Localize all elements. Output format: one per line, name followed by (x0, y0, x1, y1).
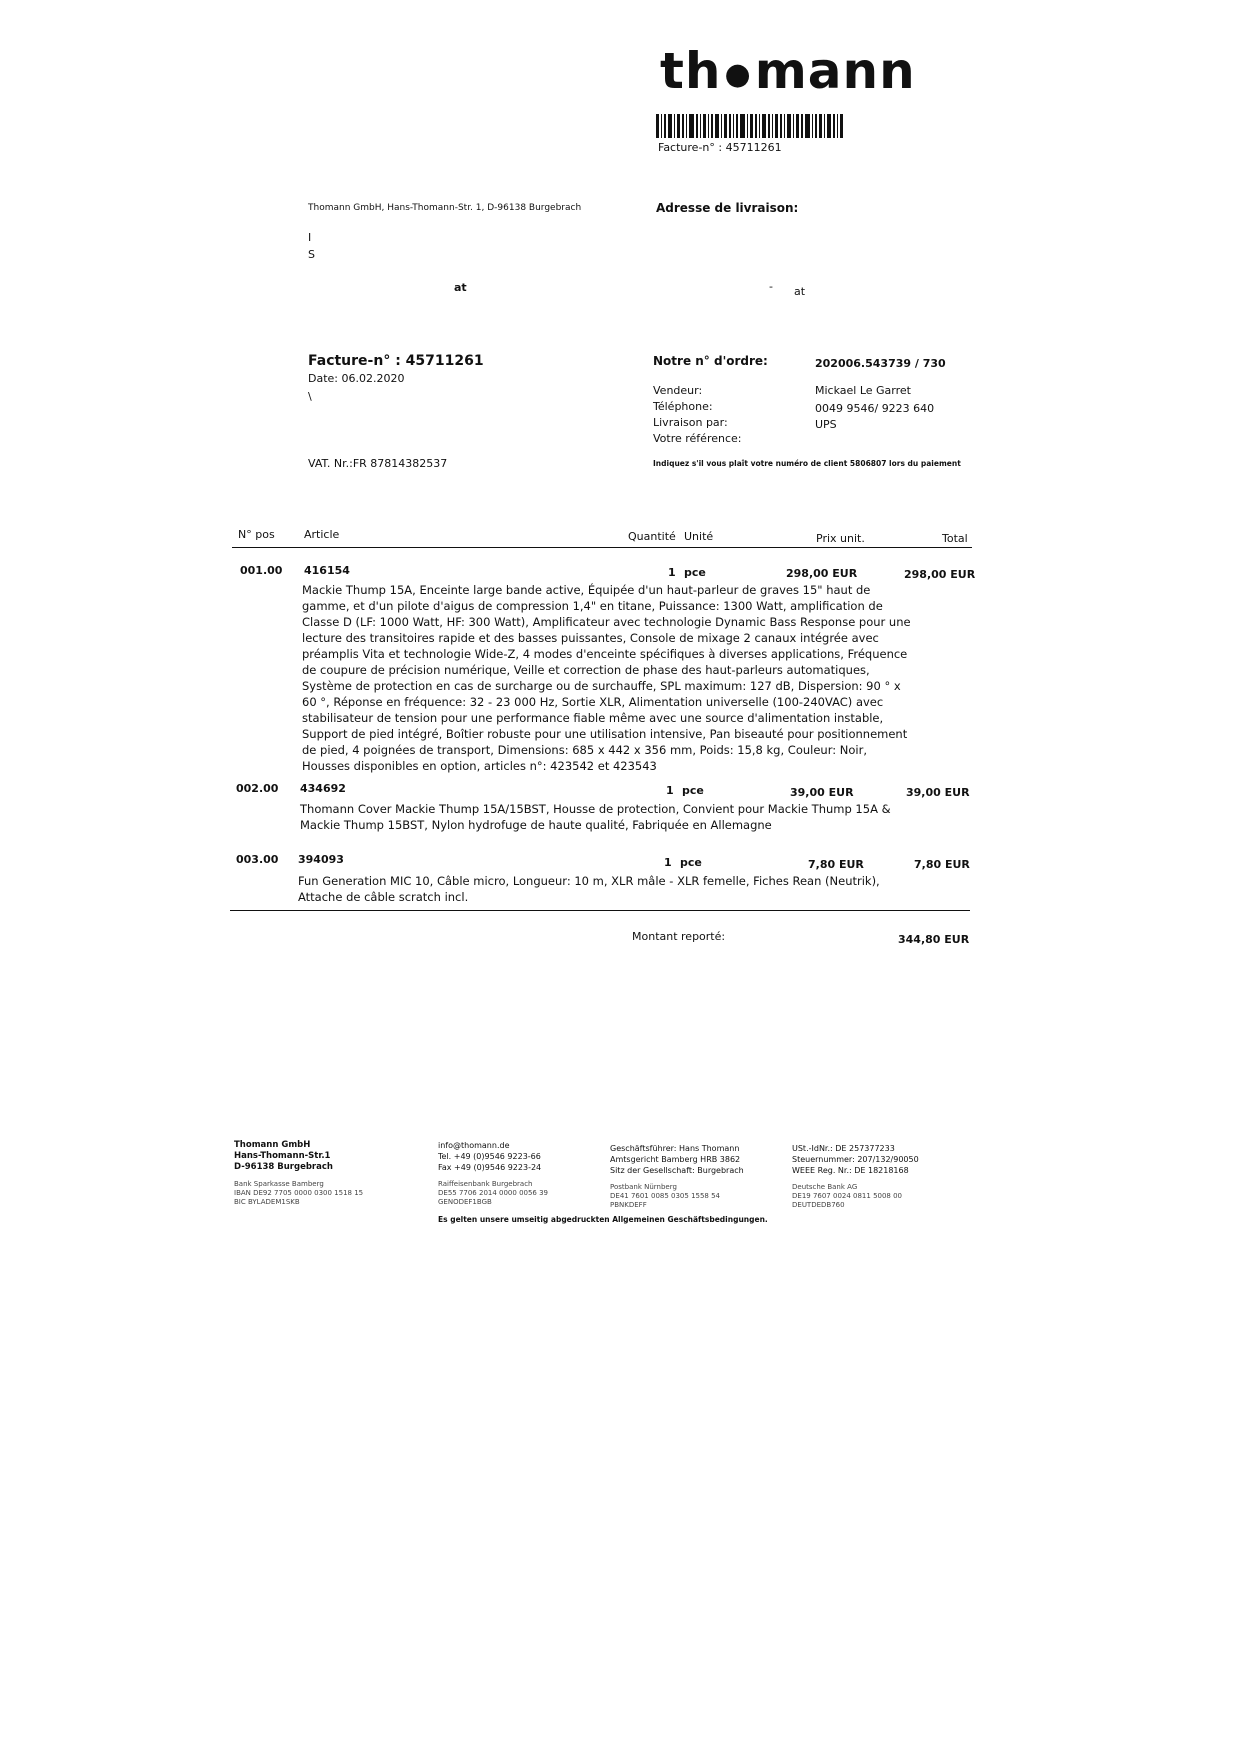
address-line-1: I (308, 231, 312, 244)
footer-bank-4-iban: DE19 7607 0024 0811 5008 00 (792, 1192, 903, 1200)
barcode-caption: Facture-n° : 45711261 (658, 141, 782, 154)
row-2-total: 39,00 EUR (906, 786, 970, 799)
shipping-value: UPS (815, 418, 837, 431)
row-3-qty: 1 (664, 856, 672, 869)
footer-bank-1-iban: IBAN DE92 7705 0000 0300 1518 15 (234, 1189, 364, 1197)
footer-tax (792, 1143, 919, 1176)
col-header-unit: Unité (684, 530, 714, 543)
row-2-pos: 002.00 (236, 782, 279, 795)
footer-bank-1-name: Bank Sparkasse Bamberg (234, 1180, 324, 1188)
order-number-label: Notre n° d'ordre: (653, 354, 768, 368)
footer-bank-4-name: Deutsche Bank AG (792, 1183, 858, 1191)
sender-line: Thomann GmbH, Hans-Thomann-Str. 1, D-96138 Burgebrach (308, 203, 582, 213)
footer-bank-4 (792, 1183, 902, 1210)
footer-vat-id: USt.-IdNr.: DE 257377233 (792, 1144, 895, 1153)
footer-bank-2-bic: GENODEF1BGB (438, 1198, 492, 1206)
footer-register: Amtsgericht Bamberg HRB 3862 (610, 1155, 741, 1164)
invoice-mark: \ (308, 390, 312, 403)
logo-text-left: th (660, 42, 722, 100)
row-3-unit: pce (680, 856, 702, 869)
row-1-description: Mackie Thump 15A, Enceinte large bande active, Équipée d'un haut-parleur de graves 15" haut de gamme, et d'un pilote d'aigus de compression 1,4" en titane, Puissance: 1300 Watt, amplification de Classe D (LF: 1000 Watt, HF: 300 Watt), Amplificateur avec technologie Dynamic Bass Response pour une lecture des transitoires rapide et des basses puissantes, Console de mixage 2 canaux intégrée avec préamplis Vita et technologie Wide-Z, 4 modes d'enceinte spécifiques à diverses applications, Fréquence de coupure de précision numérique, Veille et correction de phase des haut-parleurs automatiques, Système de protection en cas de surcharge ou de surchauffe, SPL maximum: 127 dB, Dispersion: 90 ° x 60 °, Réponse en fréquence: 32 - 23 000 Hz, Sortie XLR, Alimentation universelle (100-240VAC) avec stabilisateur de tension pour une performance fiable même avec une source d'alimentation instable, Support de pied intégré, Boîtier robuste pour une utilisation intensive, Pan biseauté pour positionnement de pied, 4 poignées de transport, Dimensions: 685 x 442 x 356 mm, Poids: 15,8 kg, Couleur: Noir, Housses disponibles en option, articles n°: 423542 et 423543 (302, 583, 911, 773)
footer-bank-2-name: Raiffeisenbank Burgebrach (438, 1180, 533, 1188)
col-header-price: Prix unit. (816, 532, 865, 545)
footer-contact (438, 1140, 541, 1173)
row-1-pos: 001.00 (240, 564, 283, 577)
row-3-price: 7,80 EUR (808, 858, 864, 871)
footer-company-name: Thomann GmbH (234, 1140, 311, 1150)
address-left-at: at (454, 281, 467, 294)
footer-tax-number: Steuernummer: 207/132/90050 (792, 1155, 919, 1164)
footer-bank-3-name: Postbank Nürnberg (610, 1183, 677, 1191)
address-line-2: S (308, 248, 315, 261)
col-header-qty: Quantité (628, 530, 676, 543)
row-1-total: 298,00 EUR (904, 568, 976, 581)
footer-email: info@thomann.de (438, 1141, 510, 1150)
footer-bank-1 (234, 1180, 363, 1207)
row-2-price: 39,00 EUR (790, 786, 854, 799)
footer-phone: Tel. +49 (0)9546 9223-66 (438, 1152, 541, 1161)
footer-bank-2 (438, 1180, 548, 1207)
reference-label: Votre référence: (653, 432, 742, 445)
seller-label: Vendeur: (653, 384, 703, 397)
row-2-qty: 1 (666, 784, 674, 797)
customer-number-notice: Indiquez s'il vous plaît votre numéro de client 5806807 lors du paiement (653, 459, 961, 468)
address-right-dash: - (769, 280, 773, 293)
logo-dot-icon: ● (724, 57, 752, 92)
col-header-pos: N° pos (238, 528, 275, 541)
footer-bank-3 (610, 1183, 720, 1210)
col-header-total: Total (942, 532, 968, 545)
footer-managing-director: Geschäftsführer: Hans Thomann (610, 1144, 740, 1153)
invoice-number: Facture-n° : 45711261 (308, 353, 484, 369)
row-3-total: 7,80 EUR (914, 858, 970, 871)
footer-management (610, 1143, 744, 1176)
delivery-address-label: Adresse de livraison: (656, 201, 799, 215)
carried-amount-label: Montant reporté: (632, 930, 726, 943)
row-3-pos: 003.00 (236, 853, 279, 866)
footer-weee: WEEE Reg. Nr.: DE 18218168 (792, 1166, 909, 1175)
logo-text-right: mann (754, 42, 916, 100)
table-header-rule (232, 547, 972, 548)
footer-seat: Sitz der Gesellschaft: Burgebrach (610, 1166, 744, 1175)
seller-value: Mickael Le Garret (815, 384, 911, 397)
thomann-logo (660, 42, 916, 100)
col-header-article: Article (304, 528, 340, 541)
footer-company-city: D-96138 Burgebrach (234, 1162, 333, 1172)
row-1-qty: 1 (668, 566, 676, 579)
footer-company (234, 1140, 333, 1173)
invoice-date: Date: 06.02.2020 (308, 372, 405, 385)
row-2-description: Thomann Cover Mackie Thump 15A/15BST, Housse de protection, Convient pour Mackie Thump 15A & Mackie Thump 15BST, Nylon hydrofuge de haute qualité, Fabriquée en Allemagne (300, 802, 891, 832)
footer-bank-4-bic: DEUTDEDB760 (792, 1201, 845, 1209)
footer-fax: Fax +49 (0)9546 9223-24 (438, 1163, 542, 1172)
table-footer-rule (230, 910, 970, 911)
footer-bank-2-iban: DE55 7706 2014 0000 0056 39 (438, 1189, 549, 1197)
row-2-article: 434692 (300, 782, 346, 795)
order-number-value: 202006.543739 / 730 (815, 357, 946, 370)
row-1-price: 298,00 EUR (786, 567, 858, 580)
row-2-unit: pce (682, 784, 704, 797)
vat-number: VAT. Nr.:FR 87814382537 (308, 457, 448, 470)
footer-terms: Es gelten unsere umseitig abgedruckten Allgemeinen Geschäftsbedingungen. (438, 1215, 768, 1224)
barcode-image (656, 114, 896, 138)
footer-bank-3-bic: PBNKDEFF (610, 1201, 647, 1209)
footer-company-street: Hans-Thomann-Str.1 (234, 1151, 331, 1161)
row-1-unit: pce (684, 566, 706, 579)
shipping-label: Livraison par: (653, 416, 728, 429)
carried-amount-value: 344,80 EUR (898, 933, 970, 946)
phone-value: 0049 9546/ 9223 640 (815, 402, 935, 415)
row-1-article: 416154 (304, 564, 350, 577)
footer-bank-3-iban: DE41 7601 0085 0305 1558 54 (610, 1192, 721, 1200)
address-right-at: at (794, 285, 806, 298)
row-3-article: 394093 (298, 853, 344, 866)
row-3-description: Fun Generation MIC 10, Câble micro, Longueur: 10 m, XLR mâle - XLR femelle, Fiches Rean (Neutrik), Attache de câble scratch incl. (298, 874, 880, 904)
footer-bank-1-bic: BIC BYLADEM1SKB (234, 1198, 300, 1206)
phone-label: Téléphone: (653, 400, 713, 413)
